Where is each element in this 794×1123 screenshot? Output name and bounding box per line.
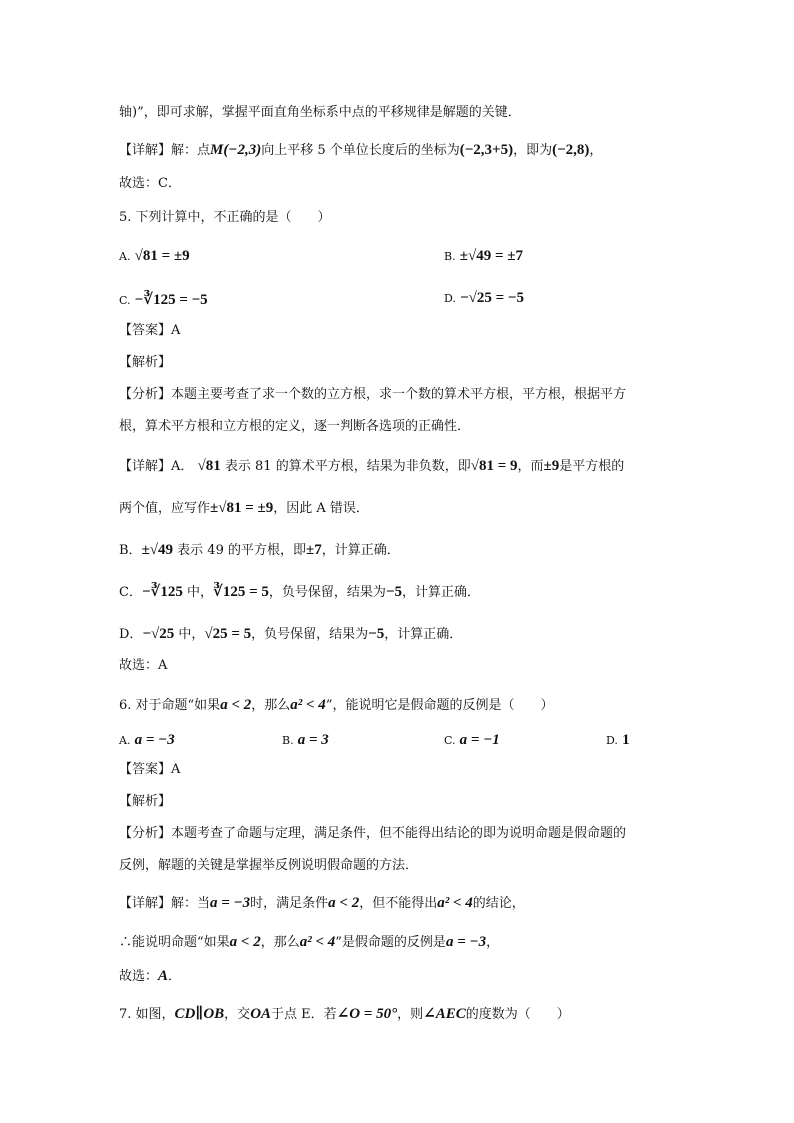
math: √81 [197,458,221,474]
text: 故选：A [119,658,168,673]
text: ，计算正确． [384,627,463,642]
math: a² < 4 [437,895,473,911]
text-line [119,933,499,952]
text-line [119,583,480,602]
text: 【解析】 [119,355,172,370]
option-math: a = −3 [134,732,175,748]
text: ，计算正确． [321,543,400,558]
option-label: C. [119,294,131,307]
text: 【解析】 [119,794,172,809]
text-line [119,825,626,843]
text: ”是假命题的反例是 [335,935,446,950]
text: ， [486,935,500,950]
math: a < 2 [328,895,360,911]
text: 是平方根的 [559,459,625,474]
math: ±7 [305,542,322,558]
option-a [119,248,190,265]
text: 【详解】解：点 [119,143,211,158]
math: M(−2,3) [210,142,262,158]
text: 【答案】A [119,323,181,338]
text: ，那么 [251,698,291,713]
text-line [119,418,470,436]
option-label: D. [606,734,618,747]
text: 反例，解题的关键是掌握举反例说明假命题的方法． [119,858,419,873]
text-line [119,457,624,476]
question-6 [119,696,553,715]
option-math: −∛125 = −5 [134,292,208,308]
text: D． [119,627,143,642]
text: 根，算术平方根和立方根的定义，逐一判断各选项的正确性． [119,419,471,434]
text: 中， [178,627,205,642]
option-math: 1 [622,732,630,748]
analysis-heading [119,793,171,811]
math: CD∥OB [174,1006,225,1022]
text: 7. 如图， [119,1007,175,1022]
text: 的结论， [472,896,525,911]
text: 表示 81 的算术平方根，结果为非负数，即 [224,459,471,474]
text-line [119,657,167,675]
text-line [119,175,181,193]
text: ，因此 A 错误． [273,501,369,516]
text: C． [119,585,142,600]
analysis-heading [119,354,171,372]
option-math: √81 = ±9 [134,248,190,264]
question-7 [119,1005,570,1024]
text: 轴)”，即可求解，掌握平面直角坐标系中点的平移规律是解题的关键． [119,105,521,120]
math: −∛125 [141,584,183,600]
text: ，而 [517,459,544,474]
text-line [119,967,181,986]
option-label: A. [119,250,131,263]
math: a < 2 [220,697,252,713]
answer [119,761,180,779]
text: ，即为 [513,143,553,158]
math: OA [250,1006,272,1022]
text: 的度数为（ ） [465,1007,570,1022]
option-math: ±√49 = ±7 [459,248,523,264]
math: (−2,8) [552,142,590,158]
option-label: A. [119,734,131,747]
option-b [282,732,329,749]
text: ∴能说明命题“如果 [119,935,230,950]
text: ，那么 [260,935,300,950]
math: −5 [385,584,402,600]
text-line [119,625,462,644]
text-line [119,541,400,560]
option-b [444,248,523,265]
text: 【分析】本题考查了命题与定理，满足条件，但不能得出结论的即为说明命题是假命题的 [119,826,627,841]
option-math: a = −1 [459,732,500,748]
text: 向上平移 5 个单位长度后的坐标为 [261,143,460,158]
text: B． [119,543,142,558]
math: √81 = 9 [470,458,518,474]
text: ，负号保留，结果为 [251,627,369,642]
text: 【详解】A． [119,459,194,474]
math: ±9 [543,458,560,474]
text-line [119,141,602,160]
text: ，则 [397,1007,424,1022]
math: a < 2 [229,934,261,950]
question-5 [119,209,331,227]
math: −√25 [142,626,175,642]
math: ∛125 = 5 [213,584,269,600]
text: 中， [187,585,214,600]
math: (−2,3+5) [459,142,514,158]
text: 【详解】解：当 [119,896,211,911]
math: √25 = 5 [204,626,252,642]
option-label: D. [444,292,456,305]
answer [119,322,180,340]
math: a² < 4 [290,697,326,713]
text: 故选： [119,969,159,984]
math: a = −3 [210,895,251,911]
option-c [119,290,208,309]
text: ， [589,143,603,158]
text-line [119,499,369,518]
math: a = −3 [445,934,487,950]
text: ”，能说明它是假命题的反例是（ ） [325,698,554,713]
text: 【分析】本题主要考查了求一个数的立方根，求一个数的算术平方根，平方根，根据平方 [119,387,627,402]
text: ，负号保留，结果为 [268,585,386,600]
math: ±√81 = ±9 [210,500,274,516]
text: 6. 对于命题“如果 [119,698,221,713]
math: A [158,968,169,984]
text: 表示 49 的平方根，即 [177,543,306,558]
math: ∠O = 50° [336,1006,398,1022]
option-d [606,732,630,749]
option-math: a = 3 [297,732,329,748]
text: 故选：C． [119,176,181,191]
text-line [119,386,626,404]
option-d [444,290,524,307]
text: 【答案】A [119,762,181,777]
text: ，计算正确． [402,585,481,600]
text: ，但不能得出 [359,896,438,911]
text: 时，满足条件 [250,896,329,911]
math: a² < 4 [299,934,336,950]
question-text: 5. 下列计算中，不正确的是（ ） [119,210,331,225]
option-c [444,732,500,749]
option-label: C. [444,734,456,747]
text: ． [168,969,182,984]
option-a [119,732,175,749]
math: ±√49 [141,542,174,558]
text: ，交 [224,1007,251,1022]
text-line [119,857,418,875]
math: ∠AEC [423,1006,466,1022]
option-label: B. [282,734,294,747]
option-math: −√25 = −5 [460,290,524,306]
text: 两个值，应写作 [119,501,211,516]
text: 于点 E．若 [271,1007,337,1022]
text-line [119,104,521,122]
math: −5 [368,626,385,642]
text-line [119,894,525,913]
option-label: B. [444,250,456,263]
